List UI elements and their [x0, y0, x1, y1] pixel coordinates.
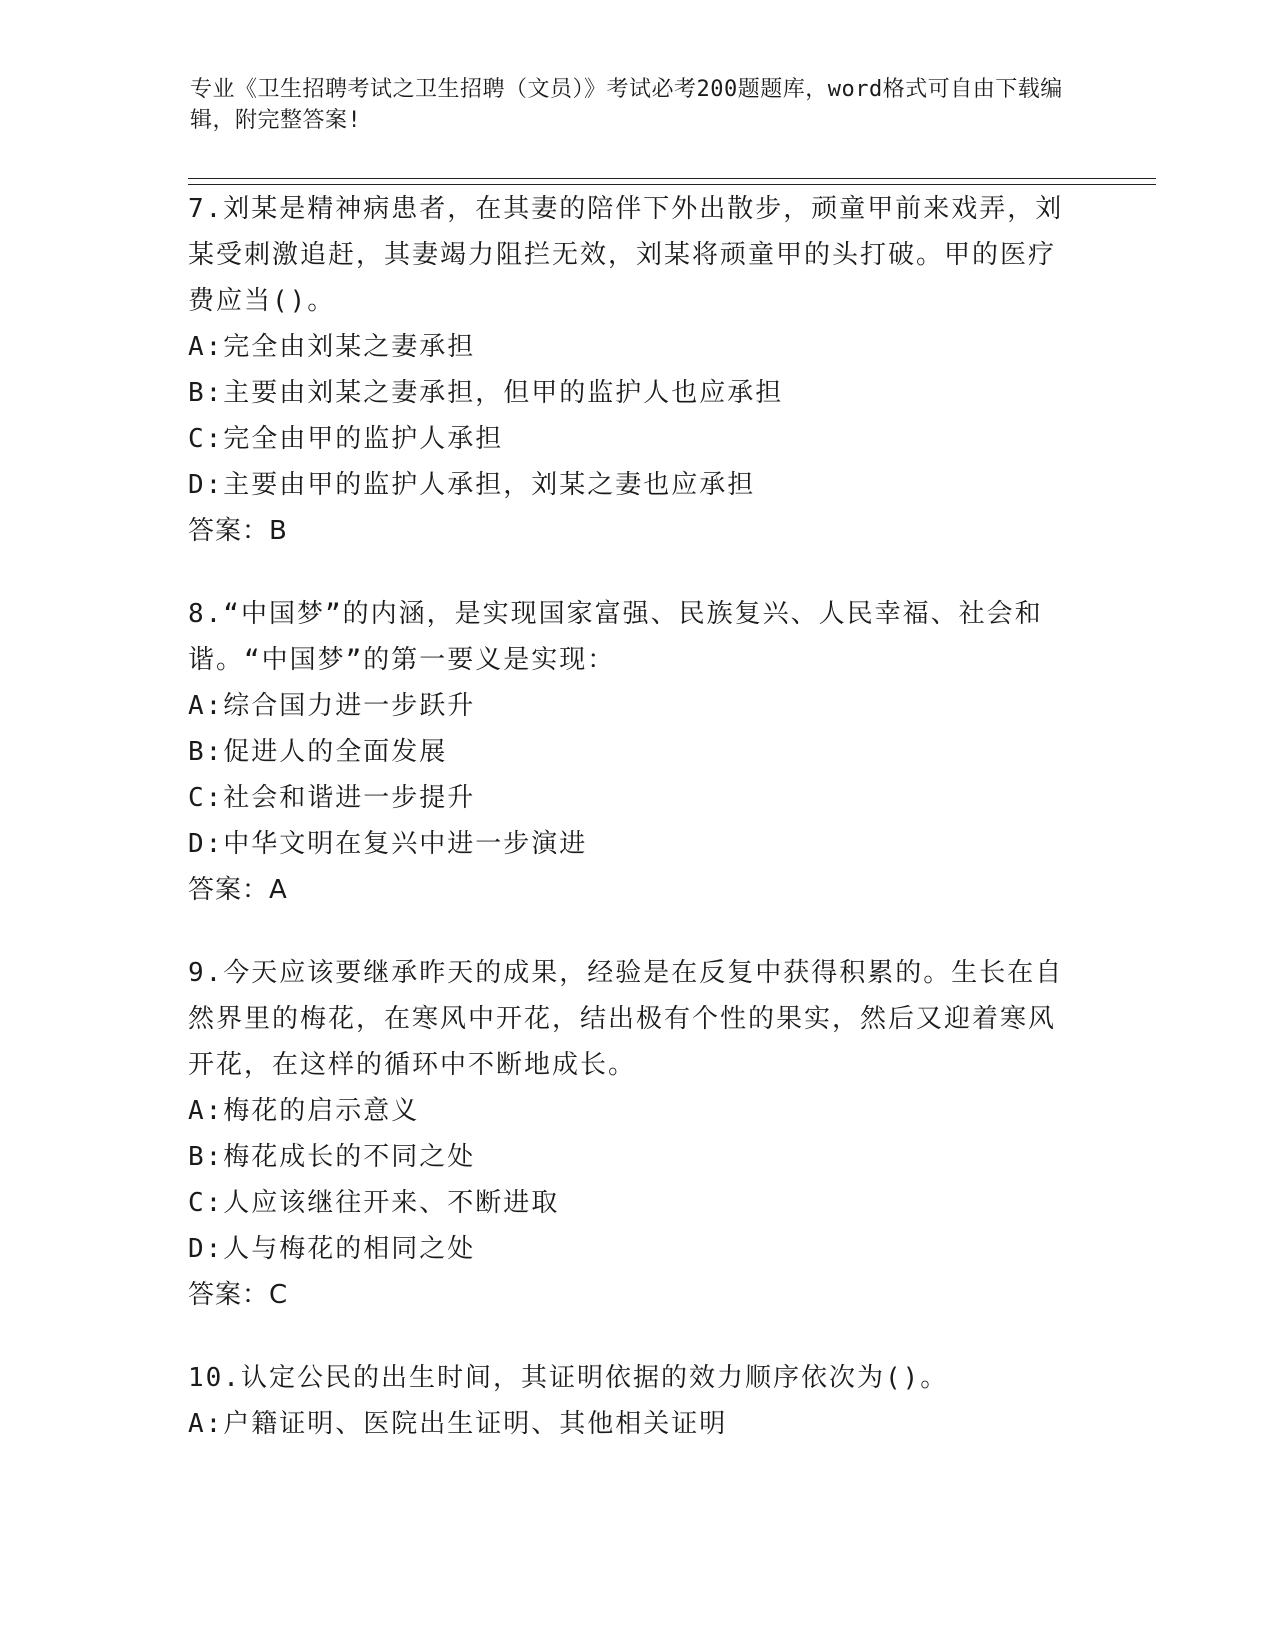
option-c: C:完全由甲的监护人承担 [188, 424, 504, 454]
document-header: 专业《卫生招聘考试之卫生招聘（文员）》考试必考200题题库，word格式可自由下载编辑，附完整答案! [190, 77, 1063, 133]
option-b: B:梅花成长的不同之处 [188, 1142, 476, 1172]
question-7 [188, 186, 1068, 554]
option-d: D:主要由甲的监护人承担，刘某之妻也应承担 [188, 470, 756, 500]
question-stem: 10.认定公民的出生时间，其证明依据的效力顺序依次为()。 [188, 1363, 949, 1393]
option-b: B:主要由刘某之妻承担，但甲的监护人也应承担 [188, 378, 784, 408]
question-list [188, 186, 1068, 1484]
header-divider-bottom [188, 184, 1156, 185]
header-divider-top [188, 178, 1156, 179]
option-a: A:户籍证明、医院出生证明、其他相关证明 [188, 1409, 728, 1439]
option-a: A:梅花的启示意义 [188, 1096, 420, 1126]
question-10 [188, 1355, 1068, 1447]
option-d: D:人与梅花的相同之处 [188, 1234, 476, 1264]
option-c: C:人应该继往开来、不断进取 [188, 1188, 560, 1218]
question-9 [188, 950, 1068, 1318]
question-stem: 9.今天应该要继承昨天的成果，经验是在反复中获得积累的。生长在自然界里的梅花，在寒风中开花，结出极有个性的果实，然后又迎着寒风开花，在这样的循环中不断地成长。 [188, 958, 1064, 1080]
answer: 答案：B [188, 516, 288, 546]
option-a: A:综合国力进一步跃升 [188, 691, 476, 721]
question-stem: 8.“中国梦”的内涵，是实现国家富强、民族复兴、人民幸福、社会和谐。“中国梦”的第一要义是实现： [188, 599, 1043, 675]
answer: 答案：C [188, 1280, 289, 1310]
answer: 答案：A [188, 875, 288, 905]
question-8 [188, 591, 1068, 913]
question-stem: 7.刘某是精神病患者，在其妻的陪伴下外出散步，顽童甲前来戏弄，刘某受刺激追赶，其妻竭力阻拦无效，刘某将顽童甲的头打破。甲的医疗费应当()。 [188, 194, 1064, 316]
option-b: B:促进人的全面发展 [188, 737, 448, 767]
option-c: C:社会和谐进一步提升 [188, 783, 476, 813]
option-a: A:完全由刘某之妻承担 [188, 332, 476, 362]
option-d: D:中华文明在复兴中进一步演进 [188, 829, 588, 859]
